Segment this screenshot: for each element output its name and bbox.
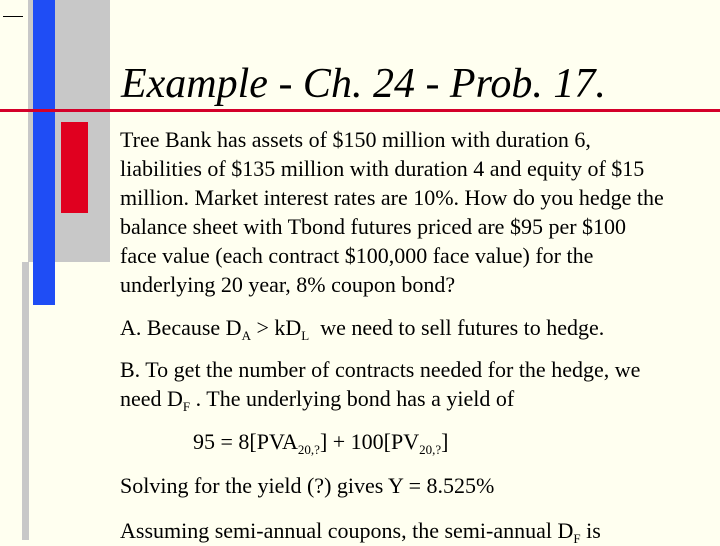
subscript-l: L [301, 328, 310, 343]
subscript-term: 20,? [419, 442, 442, 457]
part-b-line: B. To get the number of contracts needed for the hedge, we [120, 357, 641, 382]
slide-title: Example - Ch. 24 - Prob. 17. [121, 61, 606, 107]
subscript-term: 20,? [297, 442, 320, 457]
problem-line: million. Market interest rates are 10%. How do you hedge the [120, 185, 664, 210]
problem-line: liabilities of $135 million with duration 4 and equity of $15 [120, 156, 645, 181]
part-a-line: A. Because $D_A > kD_L$ we need to sell futures to hedge. [120, 315, 605, 343]
problem-line: balance sheet with Tbond futures priced are $95 per $100 [120, 214, 627, 239]
problem-statement [120, 125, 720, 299]
part-b [120, 355, 720, 413]
solving-line: Solving for the yield (?) gives Y = 8.525% [120, 473, 495, 498]
decorative-red-bar [61, 122, 88, 213]
title-divider [0, 109, 720, 112]
assuming-line: Assuming semi-annual coupons, the semi-annual $D_F$ is [120, 518, 601, 546]
subscript-a: A [241, 328, 251, 343]
decorative-blue-bar [33, 0, 55, 305]
part-b-line: need $D_F$ . The underlying bond has a yield of [120, 386, 515, 414]
subscript-f: F [182, 399, 191, 414]
problem-line: Tree Bank has assets of $150 million with duration 6, [120, 127, 591, 152]
problem-line: face value (each contract $100,000 face value) for the [120, 243, 594, 268]
subscript-f: F [573, 531, 581, 546]
decorative-corner-mark [3, 16, 23, 17]
problem-line: underlying 20 year, 8% coupon bond? [120, 272, 456, 297]
decorative-gray-bar-low [22, 262, 29, 540]
yield-equation: $95 = 8[PVA_{20,?}] + 100[PV_{20,?}]$ [193, 429, 449, 457]
